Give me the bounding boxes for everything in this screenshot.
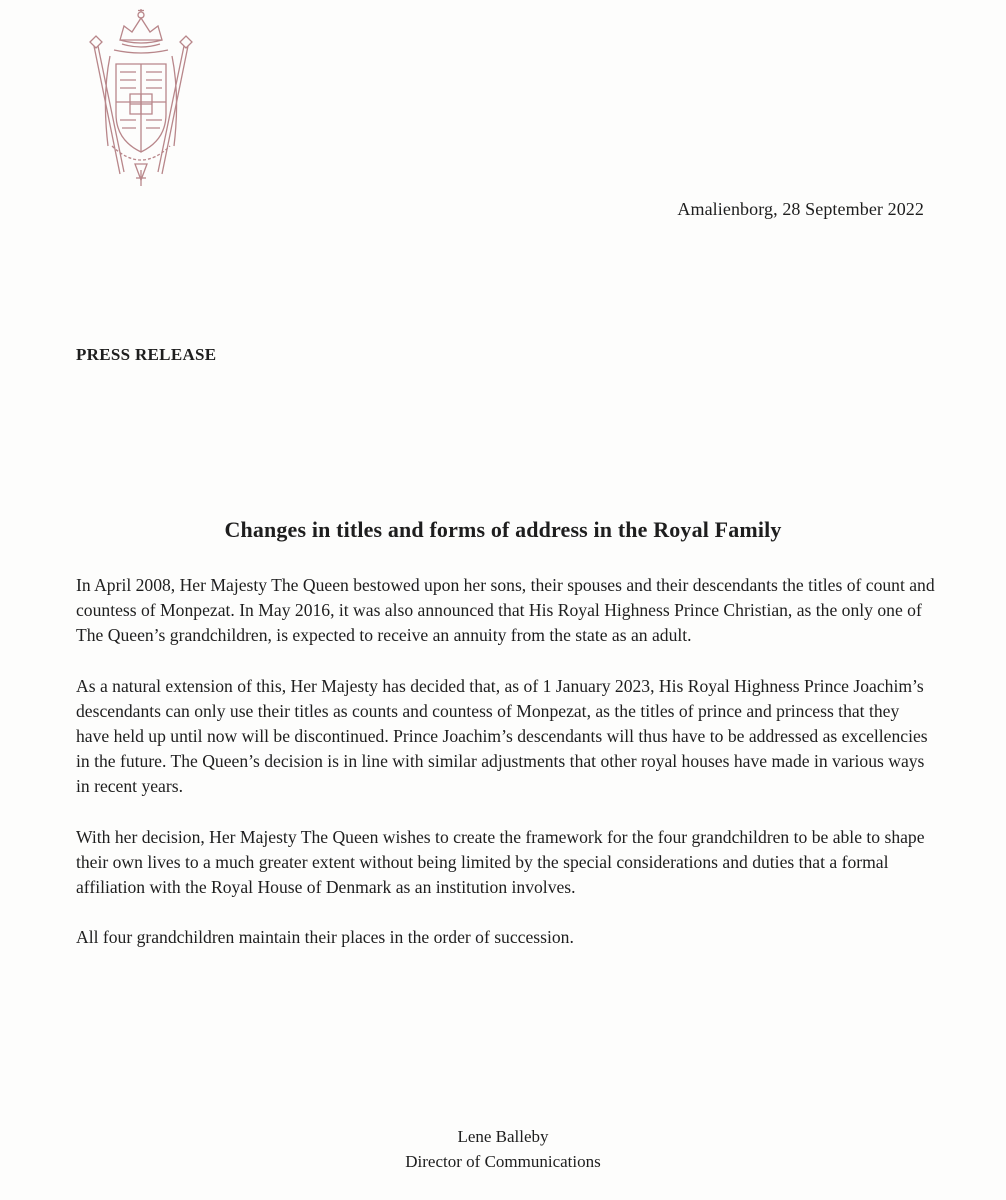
press-release-label: PRESS RELEASE [76, 345, 217, 364]
royal-coat-of-arms-icon [80, 6, 202, 188]
signatory-title: Director of Communications [405, 1152, 601, 1171]
paragraph: All four grandchildren maintain their places in the order of succession. [76, 927, 574, 948]
paragraph: With her decision, Her Majesty The Queen wishes to create the framework for the four grandchildren to be able to shape their own lives to a much greater extent without being limited by the special considerations and duties that a formal affiliation with the Royal House of Denmark as an institution involves. [76, 826, 925, 898]
headline: Changes in titles and forms of address in the Royal Family [224, 517, 782, 542]
signatory-name: Lene Balleby [457, 1127, 549, 1146]
paragraph: In April 2008, Her Majesty The Queen bestowed upon her sons, their spouses and their descendants the titles of count and countess of Monpezat. In May 2016, it was also announced that His Royal Highness Prince Christian, as the only one of The Queen’s grandchildren, is expected to receive an annuity from the state as an adult. [76, 575, 935, 646]
paragraph: As a natural extension of this, Her Majesty has decided that, as of 1 January 2023, His Royal Highness Prince Joachim’s descendants can only use their titles as counts and countess of Monpezat, as the titles of prince and princess that they have held up until now will be discontinued. Prince Joachim’s descendants will thus have to be addressed as excellencies in the future. The Queen’s decision is in line with similar adjustments that other royal houses have made in various ways in recent years. [76, 675, 928, 797]
signature-block [0, 1124, 1006, 1174]
dateline: Amalienborg, 28 September 2022 [677, 199, 924, 219]
body-text [76, 573, 936, 975]
